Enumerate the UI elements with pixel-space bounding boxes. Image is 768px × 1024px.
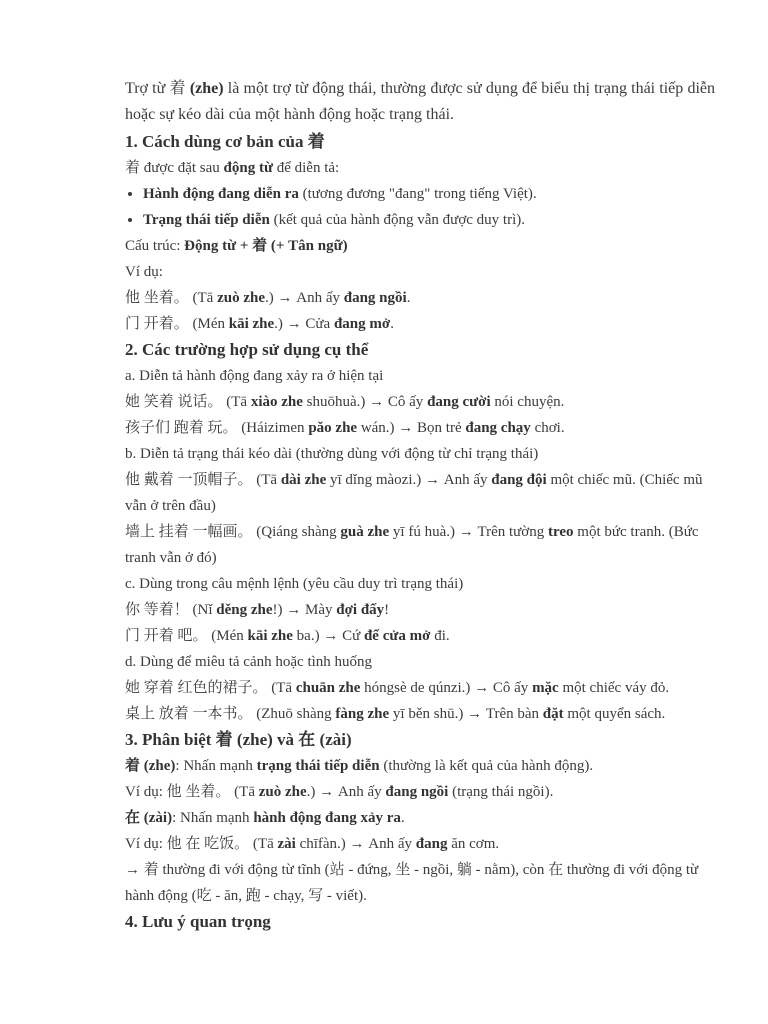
bold-text: đang chạy bbox=[465, 420, 531, 436]
text: .) → Cửa bbox=[274, 316, 334, 332]
example-line bbox=[125, 675, 715, 701]
subsection-c: c. Dùng trong câu mệnh lệnh (yêu cầu duy trì trạng thái) bbox=[125, 576, 464, 592]
bold-text: xiào zhe bbox=[250, 394, 303, 410]
text: Ví dụ: 他 坐着。 (Tā bbox=[125, 784, 259, 800]
text: (kết quả của hành động vẫn được duy trì). bbox=[269, 212, 525, 228]
example-line bbox=[125, 389, 715, 415]
bold-text: trạng thái tiếp diễn bbox=[256, 758, 380, 774]
text: . bbox=[390, 316, 394, 332]
subsection-a: a. Diễn tả hành động đang xảy ra ở hiện tại bbox=[125, 368, 384, 384]
text: wán.) → Bọn trẻ bbox=[357, 420, 466, 436]
text: yī fú huà.) → Trên tường bbox=[389, 524, 548, 540]
intro-bold: (zhe) bbox=[189, 80, 224, 97]
text: 门 开着 吧。 (Mén bbox=[125, 628, 248, 644]
text: một quyển sách. bbox=[563, 706, 666, 722]
text: .) → Anh ấy bbox=[265, 290, 344, 306]
intro-text: Trợ từ bbox=[125, 80, 170, 97]
text: : Nhấn mạnh bbox=[175, 758, 257, 774]
zhe-definition bbox=[125, 753, 715, 779]
bold-text: động từ bbox=[223, 160, 273, 176]
text: 他 坐着。 (Tā bbox=[125, 290, 218, 306]
bold-text: treo bbox=[548, 524, 574, 540]
text: shuōhuà.) → Cô ấy bbox=[302, 394, 428, 410]
text: ăn cơm. bbox=[447, 836, 500, 852]
text: Cấu trúc: bbox=[125, 238, 185, 254]
bold-text: zài bbox=[277, 836, 296, 852]
bold-text: pǎo zhe bbox=[308, 420, 358, 436]
bold-text: đang ngồi bbox=[385, 784, 449, 800]
bold-text: fàng zhe bbox=[335, 706, 390, 722]
bold-text: Hành động đang diễn ra bbox=[143, 186, 299, 202]
text: 着 được đặt sau bbox=[125, 160, 224, 176]
intro-text: là một trợ từ động thái, thường được sử dụng để biểu thị trạng thái tiếp diễn hoặc sự kéo dài của một hành động hoặc trạng thái. bbox=[125, 80, 716, 123]
text: đi. bbox=[430, 628, 450, 644]
bold-text: đang đội bbox=[491, 472, 547, 488]
bold-text: đợi đấy bbox=[336, 602, 385, 618]
section-2-heading: 2. Các trường hợp sử dụng cụ thể bbox=[125, 340, 369, 359]
text: chīfàn.) → Anh ấy bbox=[295, 836, 416, 852]
text: !) → Mày bbox=[272, 602, 337, 618]
text: yī běn shū.) → Trên bàn bbox=[389, 706, 543, 722]
example-line bbox=[125, 467, 715, 519]
bold-text: hành động đang xảy ra bbox=[253, 810, 401, 826]
bold-text: 在 (zài) bbox=[125, 810, 173, 826]
text: 你 等着！ (Nǐ bbox=[125, 602, 217, 618]
text: : Nhấn mạnh bbox=[172, 810, 254, 826]
example-line bbox=[125, 311, 715, 337]
bold-text: đang ngồi bbox=[343, 290, 407, 306]
text: nói chuyện. bbox=[490, 394, 565, 410]
text: (tương đương "đang" trong tiếng Việt). bbox=[298, 186, 537, 202]
bold-text: kāi zhe bbox=[247, 628, 293, 644]
text: 他 戴着 一顶帽子。 (Tā bbox=[125, 472, 281, 488]
example-label: Ví dụ: bbox=[125, 264, 163, 280]
example-line bbox=[125, 831, 715, 857]
text: chơi. bbox=[530, 420, 565, 436]
text: một chiếc mũ. (Chiếc mũ vẫn ở trên đầu) bbox=[125, 472, 703, 514]
text: (thường là kết quả của hành động). bbox=[379, 758, 594, 774]
text: hóngsè de qúnzi.) → Cô ấy bbox=[360, 680, 533, 696]
bold-text: děng zhe bbox=[216, 602, 273, 618]
section-1-heading: 1. Cách dùng cơ bản của 着 bbox=[125, 132, 325, 151]
text: 桌上 放着 一本书。 (Zhuō shàng bbox=[125, 706, 336, 722]
example-line bbox=[125, 779, 715, 805]
subsection-b: b. Diễn tả trạng thái kéo dài (thường dùng với động từ chỉ trạng thái) bbox=[125, 446, 539, 462]
example-line bbox=[125, 597, 715, 623]
text: 门 开着。 (Mén bbox=[125, 316, 229, 332]
bold-text: đặt bbox=[542, 706, 564, 722]
text: 她 穿着 红色的裙子。 (Tā bbox=[125, 680, 296, 696]
text: Ví dụ: 他 在 吃饭。 (Tā bbox=[125, 836, 278, 852]
intro-cjk: 着 bbox=[169, 80, 186, 97]
example-line bbox=[125, 415, 715, 441]
example-line bbox=[125, 701, 715, 727]
zai-definition bbox=[125, 805, 715, 831]
list-item bbox=[143, 181, 715, 207]
bold-text: 着 (zhe) bbox=[125, 758, 176, 774]
text: 孩子们 跑着 玩。 (Háizimen bbox=[125, 420, 309, 436]
usage-list bbox=[125, 181, 715, 233]
example-line bbox=[125, 623, 715, 649]
text: 她 笑着 说话。 (Tā bbox=[125, 394, 251, 410]
bold-text: để cửa mở bbox=[363, 628, 431, 644]
text: ! bbox=[384, 602, 390, 618]
comparison-note: → 着 thường đi với động từ tĩnh (站 - đứng, 坐 - ngồi, 躺 - nằm), còn 在 thường đi với động từ hành động (吃 - ăn, 跑 - chạy, 写 - viết). bbox=[125, 862, 699, 904]
text: yī dǐng màozi.) → Anh ấy bbox=[326, 472, 492, 488]
text: một chiếc váy đỏ. bbox=[558, 680, 670, 696]
document-page bbox=[125, 76, 715, 935]
structure-line bbox=[125, 233, 715, 259]
section-4-heading: 4. Lưu ý quan trọng bbox=[125, 912, 271, 931]
list-item bbox=[143, 207, 715, 233]
text: ba.) → Cứ bbox=[292, 628, 364, 644]
example-line bbox=[125, 519, 715, 571]
subsection-d: d. Dùng để miêu tả cảnh hoặc tình huống bbox=[125, 654, 373, 670]
bold-text: guà zhe bbox=[340, 524, 390, 540]
bold-text: zuò zhe bbox=[258, 784, 307, 800]
text: .) → Anh ấy bbox=[306, 784, 386, 800]
section-3-heading: 3. Phân biệt 着 (zhe) và 在 (zài) bbox=[125, 730, 352, 749]
section-1-description bbox=[125, 155, 715, 181]
bold-text: zuò zhe bbox=[217, 290, 265, 306]
text: một bức tranh. (Bức tranh vẫn ở đó) bbox=[125, 524, 699, 566]
text: . bbox=[400, 810, 405, 826]
intro-paragraph bbox=[125, 76, 715, 129]
bold-text: đang cười bbox=[427, 394, 491, 410]
bold-text: dài zhe bbox=[280, 472, 327, 488]
bold-text: đang bbox=[415, 836, 448, 852]
bold-text: chuān zhe bbox=[295, 680, 361, 696]
text: (trạng thái ngồi). bbox=[448, 784, 554, 800]
bold-text: kāi zhe bbox=[228, 316, 275, 332]
text: . bbox=[406, 290, 411, 306]
bold-text: mặc bbox=[532, 680, 559, 696]
text: để diễn tả: bbox=[272, 160, 340, 176]
example-line bbox=[125, 285, 715, 311]
text: 墙上 挂着 一幅画。 (Qiáng shàng bbox=[125, 524, 341, 540]
bold-text: Động từ + 着 (+ Tân ngữ) bbox=[184, 238, 348, 254]
bold-text: đang mở bbox=[333, 316, 391, 332]
bold-text: Trạng thái tiếp diễn bbox=[143, 212, 270, 228]
